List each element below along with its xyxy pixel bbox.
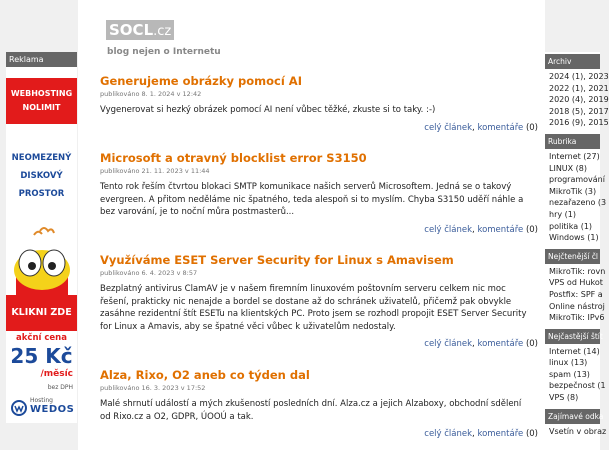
- sidebar-link[interactable]: MikroTik: rovn: [549, 266, 606, 276]
- sidebar-link[interactable]: programování: [549, 175, 605, 185]
- sidebar-link[interactable]: hry (1): [549, 209, 576, 219]
- ad-b3: PROSTOR: [18, 189, 65, 199]
- read-more-link[interactable]: celý článek: [424, 339, 473, 349]
- ad-price-label: akční cena: [16, 333, 67, 343]
- comments-link[interactable]: komentáře: [477, 429, 524, 439]
- sidebar-link[interactable]: MikroTik: IPv6: [549, 313, 605, 323]
- sidebar-link[interactable]: VPS od Hukot: [549, 278, 603, 288]
- sidebar-link[interactable]: Internet (14): [549, 346, 600, 356]
- ad-line1: WEBHOSTING: [10, 89, 73, 98]
- post-excerpt-line: řešení, prakticky nic nenajde a bordel se dostane až do schránek uživatelů, přičemž pak obvykle: [100, 296, 512, 307]
- ad-brand: WEDOS: [30, 404, 75, 415]
- ad-per-month: /měsíc: [40, 369, 73, 379]
- sidebar-link[interactable]: 2022 (1), 2021: [549, 83, 609, 93]
- sidebar-heading-tags: Nejčastější štít: [545, 327, 600, 344]
- sidebar-link[interactable]: 2016 (9), 2015: [549, 118, 609, 128]
- sidebar-link[interactable]: 2024 (1), 2023: [549, 72, 609, 81]
- ad-line2: NOLIMIT: [22, 103, 61, 112]
- post-excerpt-line: bez varování, je to noční můra postmasterů...: [100, 207, 295, 217]
- sidebar-link[interactable]: Windows (1): [549, 233, 599, 243]
- read-more-link[interactable]: celý článek: [424, 122, 473, 133]
- ad-brand-small: Hosting: [30, 397, 53, 404]
- comments-link[interactable]: komentáře: [477, 122, 524, 133]
- sidebar-heading-archive: Archiv: [545, 52, 600, 69]
- sidebar-link[interactable]: 2018 (5), 2017: [549, 106, 609, 116]
- post-excerpt: [100, 398, 538, 423]
- sidebar-link[interactable]: MikroTik (3): [549, 186, 597, 196]
- post-title-link[interactable]: Microsoft a otravný blocklist error S3150: [100, 151, 367, 165]
- ad-storage-block: [6, 151, 77, 202]
- post-excerpt-line: od Rixo.cz a O2, GDPR, ÚOOÚ a tak.: [100, 411, 254, 422]
- read-more-link[interactable]: celý článek: [424, 429, 473, 439]
- ad-header: Reklama: [6, 52, 77, 67]
- comment-count: (0): [525, 224, 538, 235]
- sidebar-link[interactable]: Online nástroj: [549, 301, 605, 311]
- comments-link[interactable]: komentáře: [477, 224, 524, 235]
- wedos-logo-icon: [11, 400, 27, 416]
- sidebar-link[interactable]: spam (13): [549, 369, 590, 379]
- post-excerpt-line: Malé shrnutí událostí a mých zkušeností posledních dní. Alza.cz a jejich Alzaboxy, obchodní sdělení: [100, 399, 522, 409]
- comment-count: (0): [525, 339, 538, 349]
- post-excerpt-line: Tento rok řeším čtvrtou blokaci SMTP komunikace našich serverů Microsoftem. Jedná se o takový: [100, 182, 512, 192]
- logo-suffix: .cz: [153, 24, 172, 39]
- sidebar-most-read-list: [545, 264, 606, 327]
- post-title-link[interactable]: Generujeme obrázky pomocí AI: [100, 74, 302, 88]
- sidebar-tags-list: [545, 344, 606, 407]
- wedos-ad-banner[interactable]: [6, 67, 77, 423]
- post: [100, 151, 538, 235]
- sidebar-heading-categories: Rubrika: [545, 132, 600, 149]
- post-excerpt-line: evergreen. A přitom neděláme nic špatného, teda alespoň si to myslím. Chyba S3150 uděří náhle a: [100, 194, 524, 205]
- site-tagline: blog nejen o Internetu: [107, 47, 221, 57]
- sidebar-link[interactable]: bezpečnost (1: [549, 381, 606, 391]
- ad-webhosting-block: [6, 78, 77, 124]
- post: [100, 253, 538, 349]
- sidebar-link[interactable]: linux (13): [549, 358, 588, 368]
- comment-count: (0): [525, 122, 538, 133]
- post-title-link[interactable]: Využíváme ESET Server Security for Linux s Amavisem: [100, 253, 454, 267]
- comment-count: (0): [525, 429, 538, 439]
- ad-b1: NEOMEZENÝ: [11, 153, 72, 163]
- main-content: [78, 0, 545, 450]
- sidebar-link[interactable]: Internet (27): [549, 151, 600, 161]
- post-excerpt-line: zasáhne rezidentní štít ESETu na klientských PC. Proto jsem se rozhodl propojit ESET Server Security: [100, 309, 527, 319]
- post-date: publikováno 6. 4. 2023 v 8:57: [100, 269, 198, 277]
- post: [100, 368, 538, 439]
- logo-main: SOCL: [109, 21, 154, 39]
- sidebar-link[interactable]: Vsetín v obraz: [549, 426, 607, 436]
- ad-column: [6, 52, 77, 423]
- post-title-link[interactable]: Alza, Rixo, O2 aneb co týden dal: [100, 368, 310, 382]
- post-excerpt-line: Bezplatný antivirus ClamAV je v našem firemním linuxovém poštovním serveru celkem nic moc: [100, 284, 506, 294]
- sidebar-heading-links: Zajímavé odka: [545, 407, 600, 424]
- post-footer: celý článek, komentáře (0): [424, 339, 538, 349]
- sidebar-link[interactable]: LINUX (8): [549, 163, 588, 173]
- post-footer: celý článek, komentáře (0): [424, 429, 538, 439]
- post-excerpt-line: Vygenerovat si hezký obrázek pomocí AI není vůbec těžké, zkuste si to taky. :-): [100, 105, 436, 115]
- post: [100, 74, 538, 133]
- post-date: publikováno 16. 3. 2023 v 17:52: [100, 384, 206, 392]
- post-date: publikováno 8. 1. 2024 v 12:42: [100, 90, 202, 98]
- sidebar-link[interactable]: nezařazeno (3: [549, 198, 607, 208]
- sidebar-categories-list: [545, 149, 607, 247]
- sidebar-link[interactable]: VPS (8): [549, 393, 579, 403]
- sidebar-link[interactable]: politika (1): [549, 221, 593, 231]
- ad-b2: DISKOVÝ: [20, 171, 63, 181]
- post-excerpt: [100, 181, 538, 219]
- read-more-link[interactable]: celý článek: [424, 224, 473, 235]
- post-excerpt-line: for Linux a Amavis, aby se špatné věci vůbec k uživatelům nedostaly.: [100, 321, 396, 332]
- right-sidebar: [545, 52, 609, 450]
- post-excerpt: [100, 283, 538, 333]
- sidebar-heading-most-read: Nejčtenější čl: [545, 247, 600, 264]
- post-date: publikováno 21. 11. 2023 v 11:44: [100, 167, 210, 175]
- comments-link[interactable]: komentáře: [477, 339, 524, 349]
- sidebar-link[interactable]: Postfix: SPF a: [549, 289, 603, 299]
- ad-price: 25 Kč: [10, 344, 73, 368]
- ad-vat: bez DPH: [47, 384, 73, 391]
- post-footer: celý článek, komentáře (0): [424, 224, 538, 235]
- site-logo[interactable]: [106, 20, 174, 40]
- mascot-icon: [10, 225, 74, 295]
- post-excerpt: [100, 104, 538, 117]
- sidebar-link[interactable]: 2020 (4), 2019: [549, 95, 609, 105]
- post-footer: celý článek, komentáře (0): [424, 122, 538, 133]
- ad-cta: KLIKNI ZDE: [6, 295, 77, 331]
- sidebar-archive-list: [545, 69, 609, 132]
- sidebar-links-list: [545, 424, 607, 441]
